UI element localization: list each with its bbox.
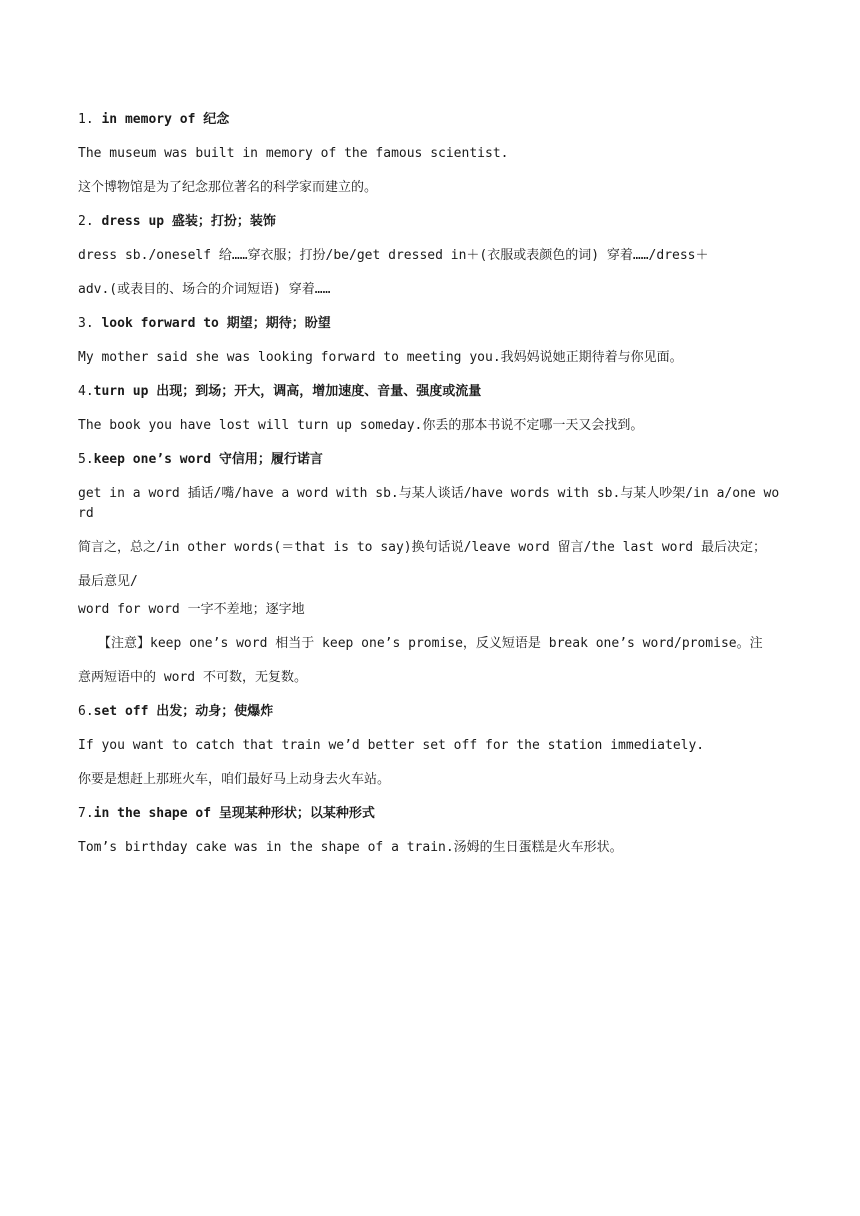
heading-text: set off 出发；动身；使爆炸 bbox=[93, 704, 274, 719]
note-line: 意两短语中的 word 不可数，无复数。 bbox=[78, 670, 307, 685]
usage-line: get in a word 插话/嘴/have a word with sb.与某人谈话/have words with sb.与某人吵架/in a/one word bbox=[78, 486, 780, 521]
translation-line: 你要是想赶上那班火车，咱们最好马上动身去火车站。 bbox=[78, 772, 391, 787]
heading-number: 1. bbox=[78, 112, 102, 127]
usage-line: 最后意见/ bbox=[78, 574, 138, 589]
usage-line: 简言之，总之/in other words(＝that is to say)换句话说/leave word 留言/the last word 最后决定； bbox=[78, 540, 766, 555]
usage-line: adv.(或表目的、场合的介词短语) 穿着…… bbox=[78, 282, 331, 297]
heading-text: dress up 盛装；打扮；装饰 bbox=[101, 214, 276, 229]
heading-4 bbox=[78, 382, 786, 402]
heading-2 bbox=[78, 212, 786, 232]
heading-text: keep one’s word 守信用；履行诺言 bbox=[93, 452, 323, 467]
heading-number: 6. bbox=[78, 704, 94, 719]
usage-line: word for word 一字不差地；逐字地 bbox=[78, 602, 305, 617]
heading-text: in memory of 纪念 bbox=[101, 112, 230, 127]
heading-number: 3. bbox=[78, 316, 102, 331]
heading-text: in the shape of 呈现某种形状；以某种形式 bbox=[93, 806, 375, 821]
heading-6 bbox=[78, 702, 786, 722]
heading-1 bbox=[78, 110, 786, 130]
example-sentence: My mother said she was looking forward to meeting you.我妈妈说她正期待着与你见面。 bbox=[78, 350, 683, 365]
document-body bbox=[78, 110, 786, 872]
heading-5 bbox=[78, 450, 786, 470]
heading-text: turn up 出现；到场；开大，调高，增加速度、音量、强度或流量 bbox=[93, 384, 482, 399]
example-sentence: If you want to catch that train we’d better set off for the station immediately. bbox=[78, 738, 705, 753]
heading-text: look forward to 期望；期待；盼望 bbox=[101, 316, 331, 331]
heading-3 bbox=[78, 314, 786, 334]
heading-number: 4. bbox=[78, 384, 94, 399]
heading-number: 2. bbox=[78, 214, 102, 229]
example-sentence: Tom’s birthday cake was in the shape of a train.汤姆的生日蛋糕是火车形状。 bbox=[78, 840, 623, 855]
note-line: 【注意】keep one’s word 相当于 keep one’s promise，反义短语是 break one’s word/promise。注 bbox=[98, 636, 763, 651]
heading-number: 5. bbox=[78, 452, 94, 467]
usage-line: dress sb./oneself 给……穿衣服；打扮/be/get dressed in＋(衣服或表颜色的词) 穿着……/dress＋ bbox=[78, 248, 709, 263]
example-sentence: The book you have lost will turn up someday.你丢的那本书说不定哪一天又会找到。 bbox=[78, 418, 644, 433]
translation-line: 这个博物馆是为了纪念那位著名的科学家而建立的。 bbox=[78, 180, 378, 195]
heading-7 bbox=[78, 804, 786, 824]
heading-number: 7. bbox=[78, 806, 94, 821]
example-sentence: The museum was built in memory of the famous scientist. bbox=[78, 146, 509, 161]
